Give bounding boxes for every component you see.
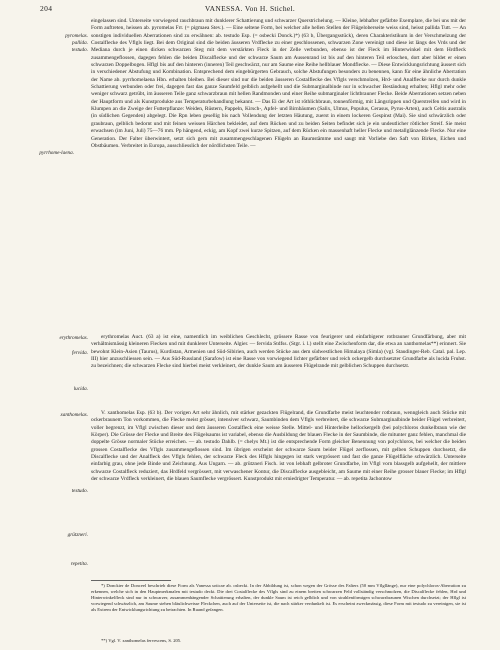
footnote-1: *) Donckier de Donceel beschrieb diese Form als Vanessa urticae ab. osbecki. In der Abbildung ist, schon wegen der Grösse des Falters (50 mm Vflgllänge), nur eine polychloros-Aberration zu erkennen, welche sich in den Hauptmerkmalen mit testudo deckt. Die drei Costalflecke des Vflgls sind zu einem breiten schwarzen Feld vollständig verschmolzen, die Discalflecke fehlen, Hrd und Hinterwinkelfleck sind nur in schwarzer, zusammenhängender Schattierung erhalten, der dunkle Saum ist reich gelblich und von strahlenförmigen schwarzbraunen Wischen durchsetzt; der Hflgl ist vorwiegend schwärzlich, am Saume stehen bläulichweisse Fleckchen, auch auf der Unterseite ist, die nach stärker verdunkelt ist. Es erscheint zweckmässig, diese Form mit testudo zu vereinigen, sie ist als Extrem der Entwicklungsrichtung zu betrachten. In Ruand gefangen. xyxy=(91,583,466,612)
margin-note-lucida: lucida. xyxy=(73,386,88,392)
footnote-2: **) Vgl. V. xanthomelas fervescens, S. 205. xyxy=(101,638,182,643)
margin-note-pyromelas: pyromelas. xyxy=(65,33,88,39)
margin-note-erythromelas: erythromelas. xyxy=(59,335,88,341)
margin-note-pyrrhomelaena: pyrrhome-laena. xyxy=(39,150,74,156)
footnote-rule xyxy=(91,580,171,581)
paragraph-xanthomelas: V. xanthomelas Esp. (63 b). Der vorigen Art sehr ähnlich, mit stärker gezackten Flügelrand, die Grundfarbe meist leuchtender rotbraun, wenngleich auch Stücke mit ockerbraunem Ton vorkommen, die Flecke meist grösser, intensiver schwarz, Saumbinden dem Vflgls verbreitert, die schwarze Submarginalbinde beider Flügel verbreitert, voller begrenzt, im Vflgl zwischen dieser und dem äusseren Costalfleck eine weisse Stelle. Mittel- und Hinterleibe hellockergelb (bei polychloros dunkelbraun wie der Körper). Die Grösse der Flecke und Breite des Flügelsaums ist variabel, ebenso die Ausbildung der blauen Flecke in der Saumbinde, die mitunter ganz fehlen, manchmal die doppelte Grösse normaler Stücke erreichen. — ab. testudo Dahlb. (= chelys Mt.) ist die entsprechende Form gleicher Benennung von polychloros, bei welcher die beiden grossen Costalflecke des Vflgls zusammengeflossen sind. Im übrigen erscheint der schwarze Saum beider Flügel zerflossen, mit gelben Schuppen durchsetzt, die Discalflecke und der Analfleck des Vflgls fehlen, der schwarze Fleck des Hflgls hingegen ist stark vergrössert und fast die ganze Flügelfläche schwärzlich. Unterseite einfarbig grau, ohne jede Binde und Zeichnung. Aus Ungarn. — ab. grützneri Fisch. ist von lebhaft gelbroter Grundfarbe, im Vflgl vorn blassgelb aufgehellt, der mittlere schwarze Costalfleck reduziert, das Hrdfeld vergrössert, mit verwaschener Kontur, die Discalflecke ausgebleicht, am Saume mit einer Reihe grosser blauer Flecke; im Hflgl der schwarze Vrdfleck verkleinert, die blauen Saumflecke vergrössert. Kunstprodukt mit erniedrigter Temperatur. — ab. repetita Jachontow xyxy=(91,410,466,483)
margin-note-testudo: testudo. xyxy=(71,47,88,53)
margin-note-fervida: fervida. xyxy=(72,350,88,356)
margin-note-pallida: pallida. xyxy=(72,40,88,46)
margin-note-xanthomelas: xanthomelas. xyxy=(60,412,88,418)
running-header xyxy=(40,4,460,16)
running-title: VANESSA. Von H. Stichel. xyxy=(204,4,296,13)
paragraph-erythromelas: erythromelas Auct. (63 a) ist eine, namentlich im weiblichen Geschlecht, grössere Rasse von feurigerer und einfarbigerer rotbrauner Grundfärbung, aber mit verhältnismässig kleineren Flecken und mit dunklerer Unterseite. Algier. — fervida Stdfss. (Stgr. i. l.) stellt eine Zwischenform dar, die etwa an xanthomelas**) erinnert. Sie bewohnt Klein-Asien (Taurus), Kurdistan, Armenien und Süd-Sibirien, auch werden Stücke aus dem südwestlichen Himalaya (Simla) (vgl. Staudinger-Reb. Catal. pal. Lep. III) hier anzuschliessen sein. — Aus Süd-Russland (Sarafow) ist eine Rasse von vorwiegend lichter gefärbter und reich ockergelb durchsetzter Grundfarbe als lucida Fruhst. zu bezeichnen; die schwarzen Flecke sind hierbei meist verkleinert, der dunkle Saum am äusseren Flügelrande mit gelblichen Schuppen durchsetzt. xyxy=(91,334,466,370)
margin-note-grutzneri: grützneri. xyxy=(67,532,88,538)
margin-note-repetita: repetita. xyxy=(70,561,88,567)
page-number: 204 xyxy=(40,4,53,13)
paragraph-polychloros-variants: eingelassen sind. Unterseite vorwiegend rauchbraun mit dunklerer Schattierung und schwarzer Querstrichelung. — Kleine, lebhafter gefärbte Exemplare, die bei uns mit der Form auftreten, heissen ab. pyromelas Frr. (= pigmaea Stev.). — Eine seltene Form, bei welcher alle hellen Stellen der Flügeloberseite weiss sind, heisst pallida Tutt. — An sonstigen individuellen Aberrationen sind zu erwähnen: ab. testudo Esp. (= osbecki Donck.)*) (63 b, Übergangsstück), deren Charakteristikum in der Verschmelzung der Costalflecke des Vflgls liegt. Bei dem Original sind die beiden äusseren Vrdflecke zu einer geschlossenen, schwarzen Zone vereinigt und diese ist längs des Vrds und der Mediana durch je einen dicken schwarzen Steg mit dem verstärkten Fleck in der Zelle verbunden, ebenso ist der Fleck im Hinterwinkel mit dem Hrdfleck zusammengeflossen, dagegen fehlen die beiden Discalflecke und der schwarze Saum am Aussenrand ist bis auf den hinteren Teil erloschen, dort aber bildet er einen schwarzen Doppelbogen. Hflgl bis auf den hinteren (inneren) Teil geschwärzt, nur am Saume eine Reihe hellblauer Mondflecke. — Diese Entwicklungsrichtung äussert sich in verschiedener Abstufung und Kombination. Entsprechend dem eingebürgerten Gebrauch, solche Abstufungen besonders zu benennen, kann für eine ähnliche Aberration der Name ab. pyrrhomelaena Hbn. erhalten bleiben. Bei dieser sind nur die beiden äusseren Costalflecke des Vflgls verschmolzen, Hrd- und Analflecke nur durch dunkle Schattierung verbunden oder frei, dagegen fast das ganze Saumfeld gelblich aufgehellt und die Submarginalbinde nur in schwacher Beständung erhalten; Hflgl mehr oder weniger schwarz getrübt, im äusseren Teile ganz schwarzbraun mit hellen Randmonden und einer Reihe submarginaler lichtbrauner Flecke. Beide Aberrationen setzen neben der Hauptform und als Kunstprodukte aus Temperaturbehandlung bekannt. — Das Ei der Art ist röthlichbraun, tonnenförmig, mit Längsrippen und Querstreifen und wird in Klumpen an die Zweige der Futterpflanze: Weiden, Rüstern, Pappeln, Kirsch-, Apfel- und Birnbäumen (Salix, Ulmus, Populus, Cerasus, Pyrus-Arten), auch Celtis australis (in südlichen Gegenden) abgelegt. Die Rpn leben gesellig bis nach Vollendung der letzten Häutung, zuerst in einem lockeren Gespinst (Mai). Sie sind schwärzlich oder graubraun, gelblich bedornt und mit feinen weissen Härchen bekleidet, auf dem Rücken und zu beiden Seiten befindet sich je ein undeutlicher rötlicher Streif. Sie meist erwachsen (im Juni, Juli) 75—76 mm. Pp hängend, eckig, am Kopf zwei kurze Spitzen, auf dem Rücken ein massenhaft heller Flecke und metallglänzende Flecke. Nur eine Generation. Der Falter überwintert, setzt sich gern mit zusammengeschlagenen Flügeln an Baumstämme und saugt mit Vorliebe den Saft von Birken, Eichen und Obstbäumen. Verbreitet in Europa, ausschliesslich der nördlichsten Teile. — xyxy=(91,18,466,149)
margin-note-testudo-2: testudo. xyxy=(71,488,88,494)
